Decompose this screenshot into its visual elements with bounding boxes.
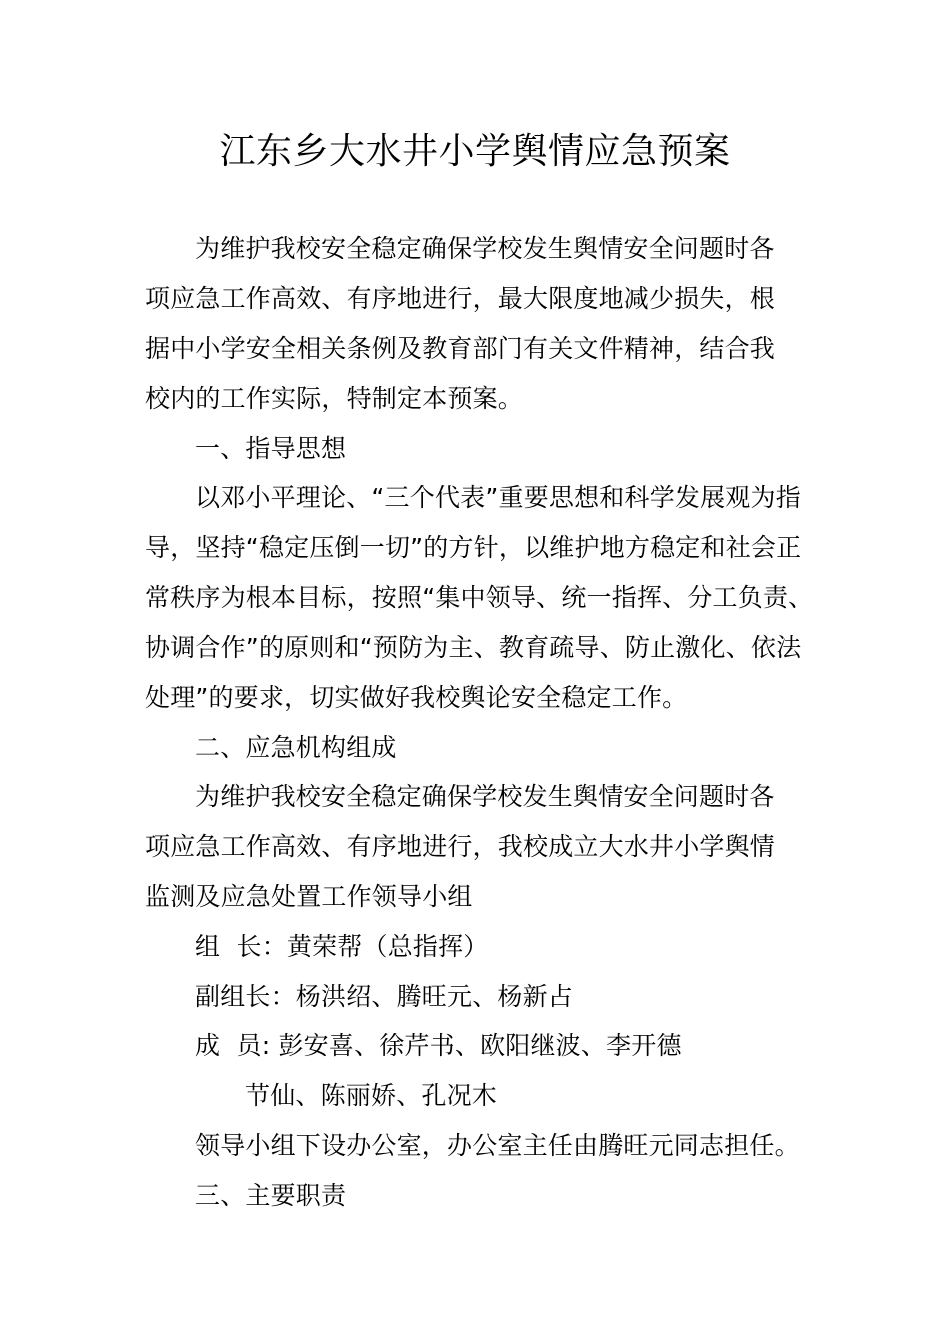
paragraph-line: 据中小学安全相关条例及教育部门有关文件精神，结合我	[145, 334, 776, 363]
paragraph-line: 领导小组下设办公室，办公室主任由腾旺元同志担任。	[195, 1131, 800, 1160]
document-title: 江东乡大水井小学舆情应急预案	[219, 131, 731, 172]
paragraph-line: 导，坚持“稳定压倒一切”的方针，以维护地方稳定和社会正	[145, 533, 802, 562]
members-line-continued: 节仙、陈丽娇、孔况木	[245, 1081, 498, 1110]
section-heading: 三、主要职责	[195, 1181, 347, 1210]
leader-line: 组 长：黄荣帮（总指挥）	[195, 932, 489, 961]
paragraph-line: 校内的工作实际，特制定本预案。	[145, 384, 524, 413]
paragraph-line: 监测及应急处置工作领导小组	[145, 882, 473, 911]
paragraph-line: 处理”的要求，切实做好我校舆论安全稳定工作。	[145, 683, 688, 712]
paragraph-line: 项应急工作高效、有序地进行，我校成立大水井小学舆情	[145, 832, 776, 861]
paragraph-line: 以邓小平理论、“三个代表”重要思想和科学发展观为指	[195, 483, 801, 512]
paragraph-line: 为维护我校安全稳定确保学校发生舆情安全问题时各	[195, 234, 775, 263]
paragraph-line: 项应急工作高效、有序地进行，最大限度地减少损失，根	[145, 284, 776, 313]
section-heading: 二、应急机构组成	[195, 733, 397, 762]
members-line: 成 员: 彭安喜、徐芹书、欧阳继波、李开德	[195, 1031, 682, 1060]
paragraph-line: 协调合作”的原则和“预防为主、教育疏导、防止激化、依法	[145, 633, 802, 662]
paragraph-line: 为维护我校安全稳定确保学校发生舆情安全问题时各	[195, 782, 775, 811]
deputy-leader-line: 副组长：杨洪绍、腾旺元、杨新占	[195, 982, 574, 1011]
paragraph-line: 常秩序为根本目标，按照“集中领导、统一指挥、分工负责、	[145, 583, 814, 612]
section-heading: 一、指导思想	[195, 434, 347, 463]
